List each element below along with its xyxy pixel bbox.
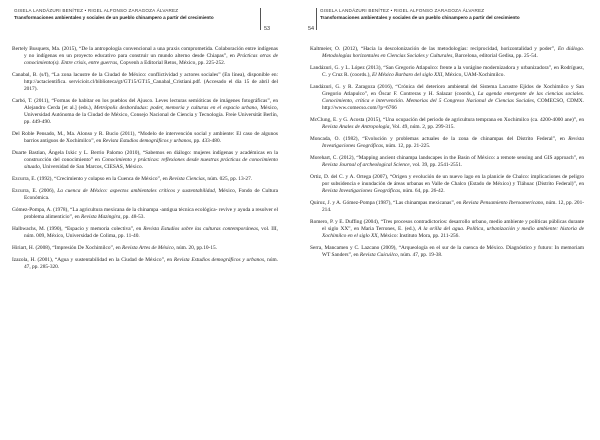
reference-text: Moncada, O. (1982), “Evolución y problemas actuales de la zona de chinampas del Distrito Federal”, en <box>310 136 569 143</box>
reference-text: Izazola, H. (2001), “Agua y sustentabilidad en la Ciudad de México”, en <box>12 256 174 263</box>
reference-list <box>12 46 278 276</box>
reference-source-title: Revista Anales de Antropología <box>322 124 390 131</box>
reference-details: , México, Universidad Autónoma de la Ciudad de México, Consejo Nacional de Ciencia y Tecnología. Freie Universität Berlín, pp. 449-490. <box>24 105 278 126</box>
header-divider <box>260 8 261 30</box>
reference-details: , núm. 47, pp. 19-38. <box>397 252 443 259</box>
reference-text: Quiroz, J. y A. Gómez-Pompa (1987), “Las chinampas mexicanas”, en <box>310 200 463 207</box>
reference-source-title: Revista Ciencias <box>168 176 205 183</box>
header-authors: GISELA LANDÁZURI BENÍTEZ • RIGEL ALFONSO ZARAGOZA ÁLVAREZ <box>14 8 179 13</box>
reference-source-title: El México Barbaro del siglo XXI <box>372 72 443 79</box>
reference-text: Canabal, B. (s/f), “La zona lacustre de la Ciudad de México: conflictividad y actores sociales” (En línea), disponible en: http://actacientifica. servicioit.cl/biblioteca/gt/GT15/GT15_Canabal_Cristiani.pdf. (Accesado el día 15 de abril del 2017). <box>12 72 278 93</box>
reference-source-title: En diálogo. Metodologías horizontales en Ciencias Sociales y Culturales <box>322 46 584 60</box>
reference-text: Serra, Mancamen y C. Lazcano (2009), “Arqueología en el sur de la cuenca de México. Diagnóstico y futuro: In memoriam WT Sanders”, en <box>310 245 584 259</box>
reference-entry <box>310 136 584 150</box>
reference-details: , pp. 433-480. <box>191 138 221 145</box>
reference-text: Kaltmeier, O. (2012), “Hacia la descolonización de las metodologías: reciprocidad, horizontalidad y poder”, <box>310 46 558 52</box>
reference-text: Romero, P. y E. Duffing (2004), “Tres procesos contradictorios: desarrollo urbano, medio ambiente y políticas públicas durante el siglo XX”, en Maria Terrones, E. (ed.), <box>310 219 584 233</box>
reference-text: Morehart, C. (2012), “Mapping ancient chinampa landscapes in the Basin of México: a remote sensing and GIS approach”, en <box>310 155 584 162</box>
reference-source-title: Conocimiento y prácticas: reflexiones desde nuestras prácticas de conocimiento situado <box>24 157 278 171</box>
reference-entry <box>12 98 278 126</box>
reference-text: McClung, E. y G. Acosta (2015), “Una ocupación del periodo de agricultura temprana en Xochimilco (ca. 4200-4000 ane)”, en <box>310 117 584 124</box>
reference-text: Carbó, T. (2011), “Formas de habitar en los pueblos del Ajusco. Leves lecturas semióticas de imágenes fotográficas”, en Alejandro Cerda [et al.] (eds.), <box>12 98 278 112</box>
reference-text: Landázuri, G. y R. Zaragoza (2016), “Crónica del deterioro ambiental del Sistema Lacustre Ejidos de Xochimilco y San Gregorio Atlapulco”, en Óscar F. Contreras y H. Salazar (coords.), <box>310 83 584 98</box>
reference-entry <box>12 131 278 145</box>
reference-text: Gómez-Pompa, A. (1978), “La agricultura mexicana de la chinampa -antigua técnica ecológica- revive y ayuda a resolver el problema alimenticio”, en <box>12 207 278 221</box>
reference-details: , México: Instituto Mora, pp. 211-256. <box>377 233 460 240</box>
reference-details: , pp. 48-53. <box>120 214 145 221</box>
reference-text: Landázuri, G. y L. López (2013), “San Gregorio Atlapulco: frente a la vorágine modernizadora y urbanizadora”, en Rodríguez, C. y Cruz R. (coords.), <box>310 64 584 79</box>
right-page <box>300 0 600 440</box>
reference-text: Ortiz, D. del C. y A. Ortega (2007), “Origen y evolución de un nuevo lago en la planicie de Chalco: implicaciones de peligro por subsidencia e inundación de áreas urbanas en Valle de Chalco (Estado de México) y Tláhuac (Distrito Federal)”, en <box>310 174 584 188</box>
reference-entry <box>12 150 278 171</box>
reference-source-title: Revista Investigaciones Geográficas <box>322 136 584 150</box>
reference-source-title: Revista Estudios demográficos y urbanos <box>173 256 265 263</box>
reference-entry <box>310 155 584 169</box>
reference-details: , núm. 12, pp. 201-214. <box>322 200 585 214</box>
reference-source-title: Metrópolis desbordadas: poder, memoria y culturas en el espacio urbano <box>94 105 257 112</box>
header-divider <box>316 8 317 30</box>
reference-entry <box>310 219 584 240</box>
reference-list <box>310 46 584 264</box>
reference-source-title: Revista Pensamiento Iberoamericano <box>462 200 544 207</box>
header-title: Transformaciones ambientales y sociales de un pueblo chinampero a partir del crecimiento <box>320 15 520 20</box>
page-number: 53 <box>264 26 271 32</box>
reference-source-title: Revista Estudios demográficos y urbanos <box>102 138 192 145</box>
reference-details: , México, UAM-Xochimilco. <box>442 72 505 79</box>
reference-text: Ezcurra, E. (1992), “Crecimiento y colapso en la Cuenca de México”, en <box>12 176 169 183</box>
reference-details: , Copvenh a Editorial Retos, México, pp. 225-252. <box>117 60 226 67</box>
reference-entry <box>12 46 278 67</box>
reference-details: , Universidad de San Marcos, CIESAS, México. <box>39 164 144 171</box>
header-title: Transformaciones ambientales y sociales de un pueblo chinampero a partir del crecimiento <box>14 15 214 20</box>
reference-entry <box>310 84 584 112</box>
reference-source-title: Revista Investigaciones Geográficas <box>322 188 401 195</box>
reference-entry <box>310 245 584 259</box>
reference-text: Duarte Bastian, Ángela Ixkic y L. Berrio Palomo (2010), “Sabemos en diálogo: mujeres indígenas y académicas en la construcción del conocimiento” en <box>12 150 278 164</box>
reference-details: , núm. 64, pp. 26-42. <box>400 188 445 195</box>
page-number: 54 <box>308 26 315 32</box>
reference-details: , COMECSO, CDMX. http://www.comecso.com/?p=6766 <box>322 98 584 112</box>
reference-entry <box>310 65 584 79</box>
reference-text: Bertely Busquets, Ma. (2015), “De la antropología convencional a una praxis comprometida. Colaboración entre indígenas y no indígenas en un proyecto educativo para construir un mundo alterno desde Chiapas”, en <box>12 46 278 60</box>
reference-details: , Vol. 49, núm. 2, pp. 299-315. <box>389 124 455 131</box>
reference-source-title: Revista Mazingira <box>80 214 121 221</box>
reference-source-title: A la orilla del agua. Política, urbanización y medio ambiente: historia de Xochimilco en el siglo XX <box>322 226 584 240</box>
reference-source-title: La agenda emergente de las ciencias sociales. Conocimiento, crítica e intervención. Memorias del 5 Congreso Nacional de Ciencias Sociales <box>322 91 584 105</box>
reference-text: Ezcurra, E. (2006), <box>12 188 58 195</box>
running-header <box>14 8 258 30</box>
reference-source-title: Prácticas otras de conocimiento(s). Entre crisis, entre guerras <box>24 53 278 67</box>
reference-details: , Barcelona, editorial Gedisa, pp. 25-54. <box>452 53 538 60</box>
reference-details: , núm. 12, pp. 21-225. <box>383 143 431 150</box>
reference-source-title: Revista Journal of archeological Science <box>322 162 410 169</box>
reference-entry <box>310 117 584 131</box>
reference-entry <box>310 46 584 60</box>
reference-details: , núm. 025, pp. 13-27. <box>204 176 253 183</box>
reference-details: , México, Fondo de Cultura Económica. <box>24 188 278 202</box>
reference-source-title: Revista Cuicuilco <box>359 252 398 259</box>
reference-source-title: La cuenca de México: aspectos ambientales críticos y sustentabilidad <box>57 188 215 195</box>
reference-entry <box>310 174 584 195</box>
reference-entry <box>12 207 278 221</box>
reference-text: Hiriart, H. (2008), “Impresión De Xochimilco”, en <box>12 245 122 252</box>
reference-details: , vol. III, núm. 009, México, Universidad de Colima, pp. 11-40. <box>24 226 278 240</box>
reference-entry <box>12 188 278 202</box>
reference-entry <box>12 245 278 252</box>
reference-entry <box>12 72 278 93</box>
reference-text: Del Roble Pensado, M., Ma. Alonso y R. Bucio (2011), “Modelo de intervención social y ambiente: El caso de algunos barrios antiguos de Xochimilco”, en <box>12 131 278 145</box>
reference-entry <box>12 176 278 183</box>
reference-details: , núm. 47, pp. 285-320. <box>24 256 279 271</box>
reference-source-title: Revista Estudios sobre las culturas contemporáneas <box>143 226 258 233</box>
reference-source-title: Revista Artes de México <box>121 245 174 252</box>
running-header <box>320 8 570 30</box>
reference-entry <box>12 257 278 271</box>
reference-details: , vol. 39, pp. 2541-2551. <box>409 162 463 169</box>
reference-entry <box>12 226 278 240</box>
reference-details: , núm. 20, pp.10-15. <box>173 245 217 252</box>
reference-entry <box>310 200 584 214</box>
reference-text: Halbwachs, M. (1990), “Espacio y memoria colectiva”, en <box>12 226 144 233</box>
header-authors: GISELA LANDÁZURI BENÍTEZ • RIGEL ALFONSO ZARAGOZA ÁLVAREZ <box>320 8 485 13</box>
